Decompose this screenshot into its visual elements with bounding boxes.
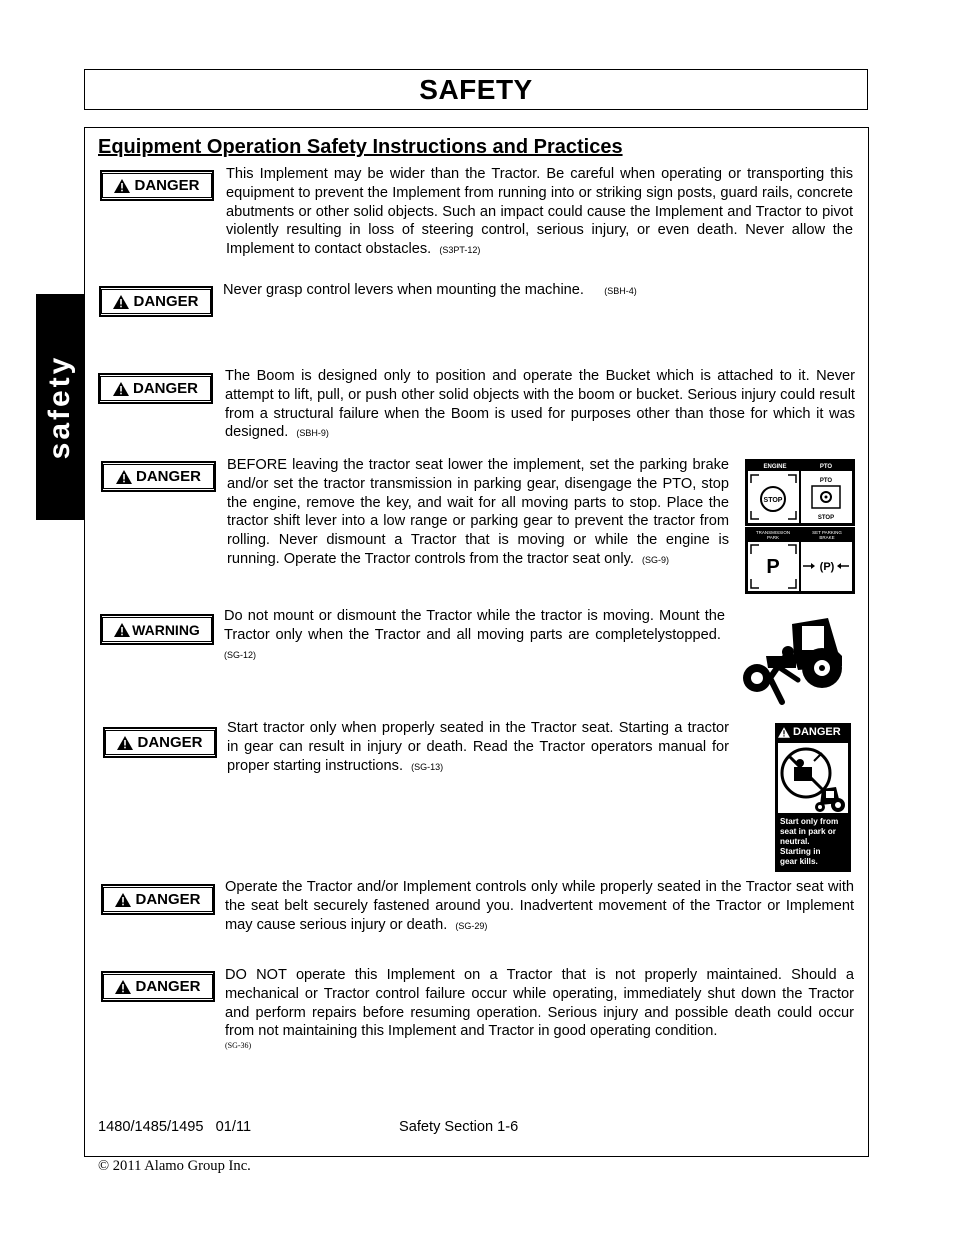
brake-label: BRAKE xyxy=(819,535,835,540)
warning-triangle-icon xyxy=(113,295,129,309)
paragraph-text: This Implement may be wider than the Tractor. Be careful when operating or transporting this equipment to prevent the Implement from running into or striking sign posts, guard rails, concrete abutments or other solid objects. Such an impact could cause the Implement and Tractor to pivot violently resulting in loss of steering control, serious injury, or even death. Never allow the Implement to contact obstacles. xyxy=(226,166,853,258)
safety-paragraph xyxy=(226,165,853,260)
warning-triangle-icon xyxy=(115,980,131,994)
reference-code: (SG-29) xyxy=(455,920,488,931)
decal-header xyxy=(778,726,841,738)
danger-text: DANGER xyxy=(135,891,201,908)
danger-text: DANGER xyxy=(137,734,203,751)
paragraph-text: Do not mount or dismount the Tractor while the tractor is moving. Mount the Tractor only when the Tractor and all moving parts are completelystopped. xyxy=(224,608,725,643)
reference-code: (SG-12) xyxy=(224,649,257,660)
warning-text: WARNING xyxy=(132,621,200,638)
paragraph-text: DO NOT operate this Implement on a Tractor that is not properly maintained. Should a mechanical or Tractor control failure occur while operating, immediately shut down the Tractor and perform repairs before resuming operation. Serious injury and possible death could occur from not maintaining this Implement and Tractor in good operating condition. xyxy=(225,967,854,1040)
engine-label: ENGINE xyxy=(763,464,787,470)
parking-brake-symbol: (P) xyxy=(819,561,835,573)
reference-code: (SBH-4) xyxy=(604,286,637,296)
tractor-controls-graphic xyxy=(745,459,855,594)
reference-code: (SBH-9) xyxy=(296,428,329,439)
model-date: 1480/1485/1495 01/11 xyxy=(98,1119,252,1135)
engine-stop-label: STOP xyxy=(763,497,783,504)
danger-label xyxy=(101,461,216,492)
tractor-fall-hazard-icon xyxy=(740,612,848,710)
danger-decal xyxy=(775,723,851,872)
warning-label xyxy=(100,614,214,645)
paragraph-text: Never grasp control levers when mounting the machine. xyxy=(223,282,584,298)
park-p-label: P xyxy=(766,556,780,578)
danger-label xyxy=(99,286,213,317)
page-number: Safety Section 1-6 xyxy=(399,1119,519,1135)
warning-triangle-icon xyxy=(117,736,133,750)
danger-text: DANGER xyxy=(134,177,200,194)
safety-paragraph xyxy=(227,456,729,570)
danger-text: DANGER xyxy=(135,978,201,995)
page-title: SAFETY xyxy=(419,74,533,105)
decal-line: Starting in xyxy=(780,847,821,856)
decal-text xyxy=(780,817,838,867)
danger-label xyxy=(101,884,215,915)
paragraph-text: Operate the Tractor and/or Implement controls only while properly seated in the Tractor seat with the seat belt securely fastened around you. Inadvertent movement of the Tractor or Implement may cause serious injury or death. xyxy=(225,879,854,933)
danger-label xyxy=(101,971,215,1002)
safety-paragraph xyxy=(224,607,725,664)
warning-triangle-icon xyxy=(114,179,130,193)
warning-triangle-icon xyxy=(114,623,130,637)
warning-triangle-icon xyxy=(778,727,790,738)
danger-text: DANGER xyxy=(133,293,199,310)
park-label: PARK xyxy=(767,535,779,540)
paragraph-text: The Boom is designed only to position and operate the Bucket which is attached to it. Never attempt to lift, pull, or push other solid objects with the boom or bucket. Serious injury could result from a structural failure when the Boom is used for purposes other than those for which it was designed. xyxy=(225,368,855,441)
decal-header-text: DANGER xyxy=(793,726,841,738)
decal-line: gear kills. xyxy=(780,857,818,866)
paragraph-text: Start tractor only when properly seated in the Tractor seat. Starting a tractor in gear can result in injury or death. Read the Tractor operators manual for proper starting instructions. xyxy=(227,720,729,774)
danger-label xyxy=(98,373,213,404)
safety-paragraph xyxy=(223,281,850,301)
paragraph-text: BEFORE leaving the tractor seat lower the implement, set the parking brake and/or set the tractor transmission in parking gear, disengage the PTO, stop the engine, remove the key, and wait for all moving parts to stop. Place the tractor shift lever into a low range or parking gear to prevent the tractor from rolling. Never dismount a Tractor that is moving or while the engine is running. Operate the Tractor controls from the tractor seat only. xyxy=(227,457,729,567)
section-title: Equipment Operation Safety Instructions and Practices xyxy=(98,136,623,158)
start-from-seat-pictogram xyxy=(778,743,848,813)
safety-paragraph xyxy=(225,878,854,935)
side-tab-label: safety xyxy=(43,354,76,460)
danger-text: DANGER xyxy=(135,468,201,485)
copyright: © 2011 Alamo Group Inc. xyxy=(98,1158,251,1174)
safety-paragraph xyxy=(225,367,855,443)
reference-code: (SG-9) xyxy=(642,554,670,565)
decal-line: Start only from xyxy=(780,817,839,826)
warning-triangle-icon xyxy=(113,382,129,396)
reference-code: (S3PT-12) xyxy=(439,245,481,256)
danger-text: DANGER xyxy=(132,380,198,397)
decal-line: seat in park or xyxy=(780,827,836,836)
safety-paragraph xyxy=(227,719,729,776)
transmission-label: TRANSMISSION xyxy=(755,530,791,535)
set-parking-label: SET PARKING xyxy=(812,530,842,535)
safety-paragraph xyxy=(225,966,854,1051)
side-tab xyxy=(36,294,84,520)
warning-triangle-icon xyxy=(115,893,131,907)
pto-small-label: PTO xyxy=(819,478,833,484)
danger-label xyxy=(100,170,214,201)
danger-label xyxy=(103,727,217,758)
pto-stop-label: STOP xyxy=(817,515,835,521)
pto-label: PTO xyxy=(819,464,833,470)
decal-line: neutral. xyxy=(780,837,810,846)
reference-code: (SG-13) xyxy=(411,761,444,772)
reference-code: (SG-36) xyxy=(225,1041,252,1051)
warning-triangle-icon xyxy=(116,470,132,484)
